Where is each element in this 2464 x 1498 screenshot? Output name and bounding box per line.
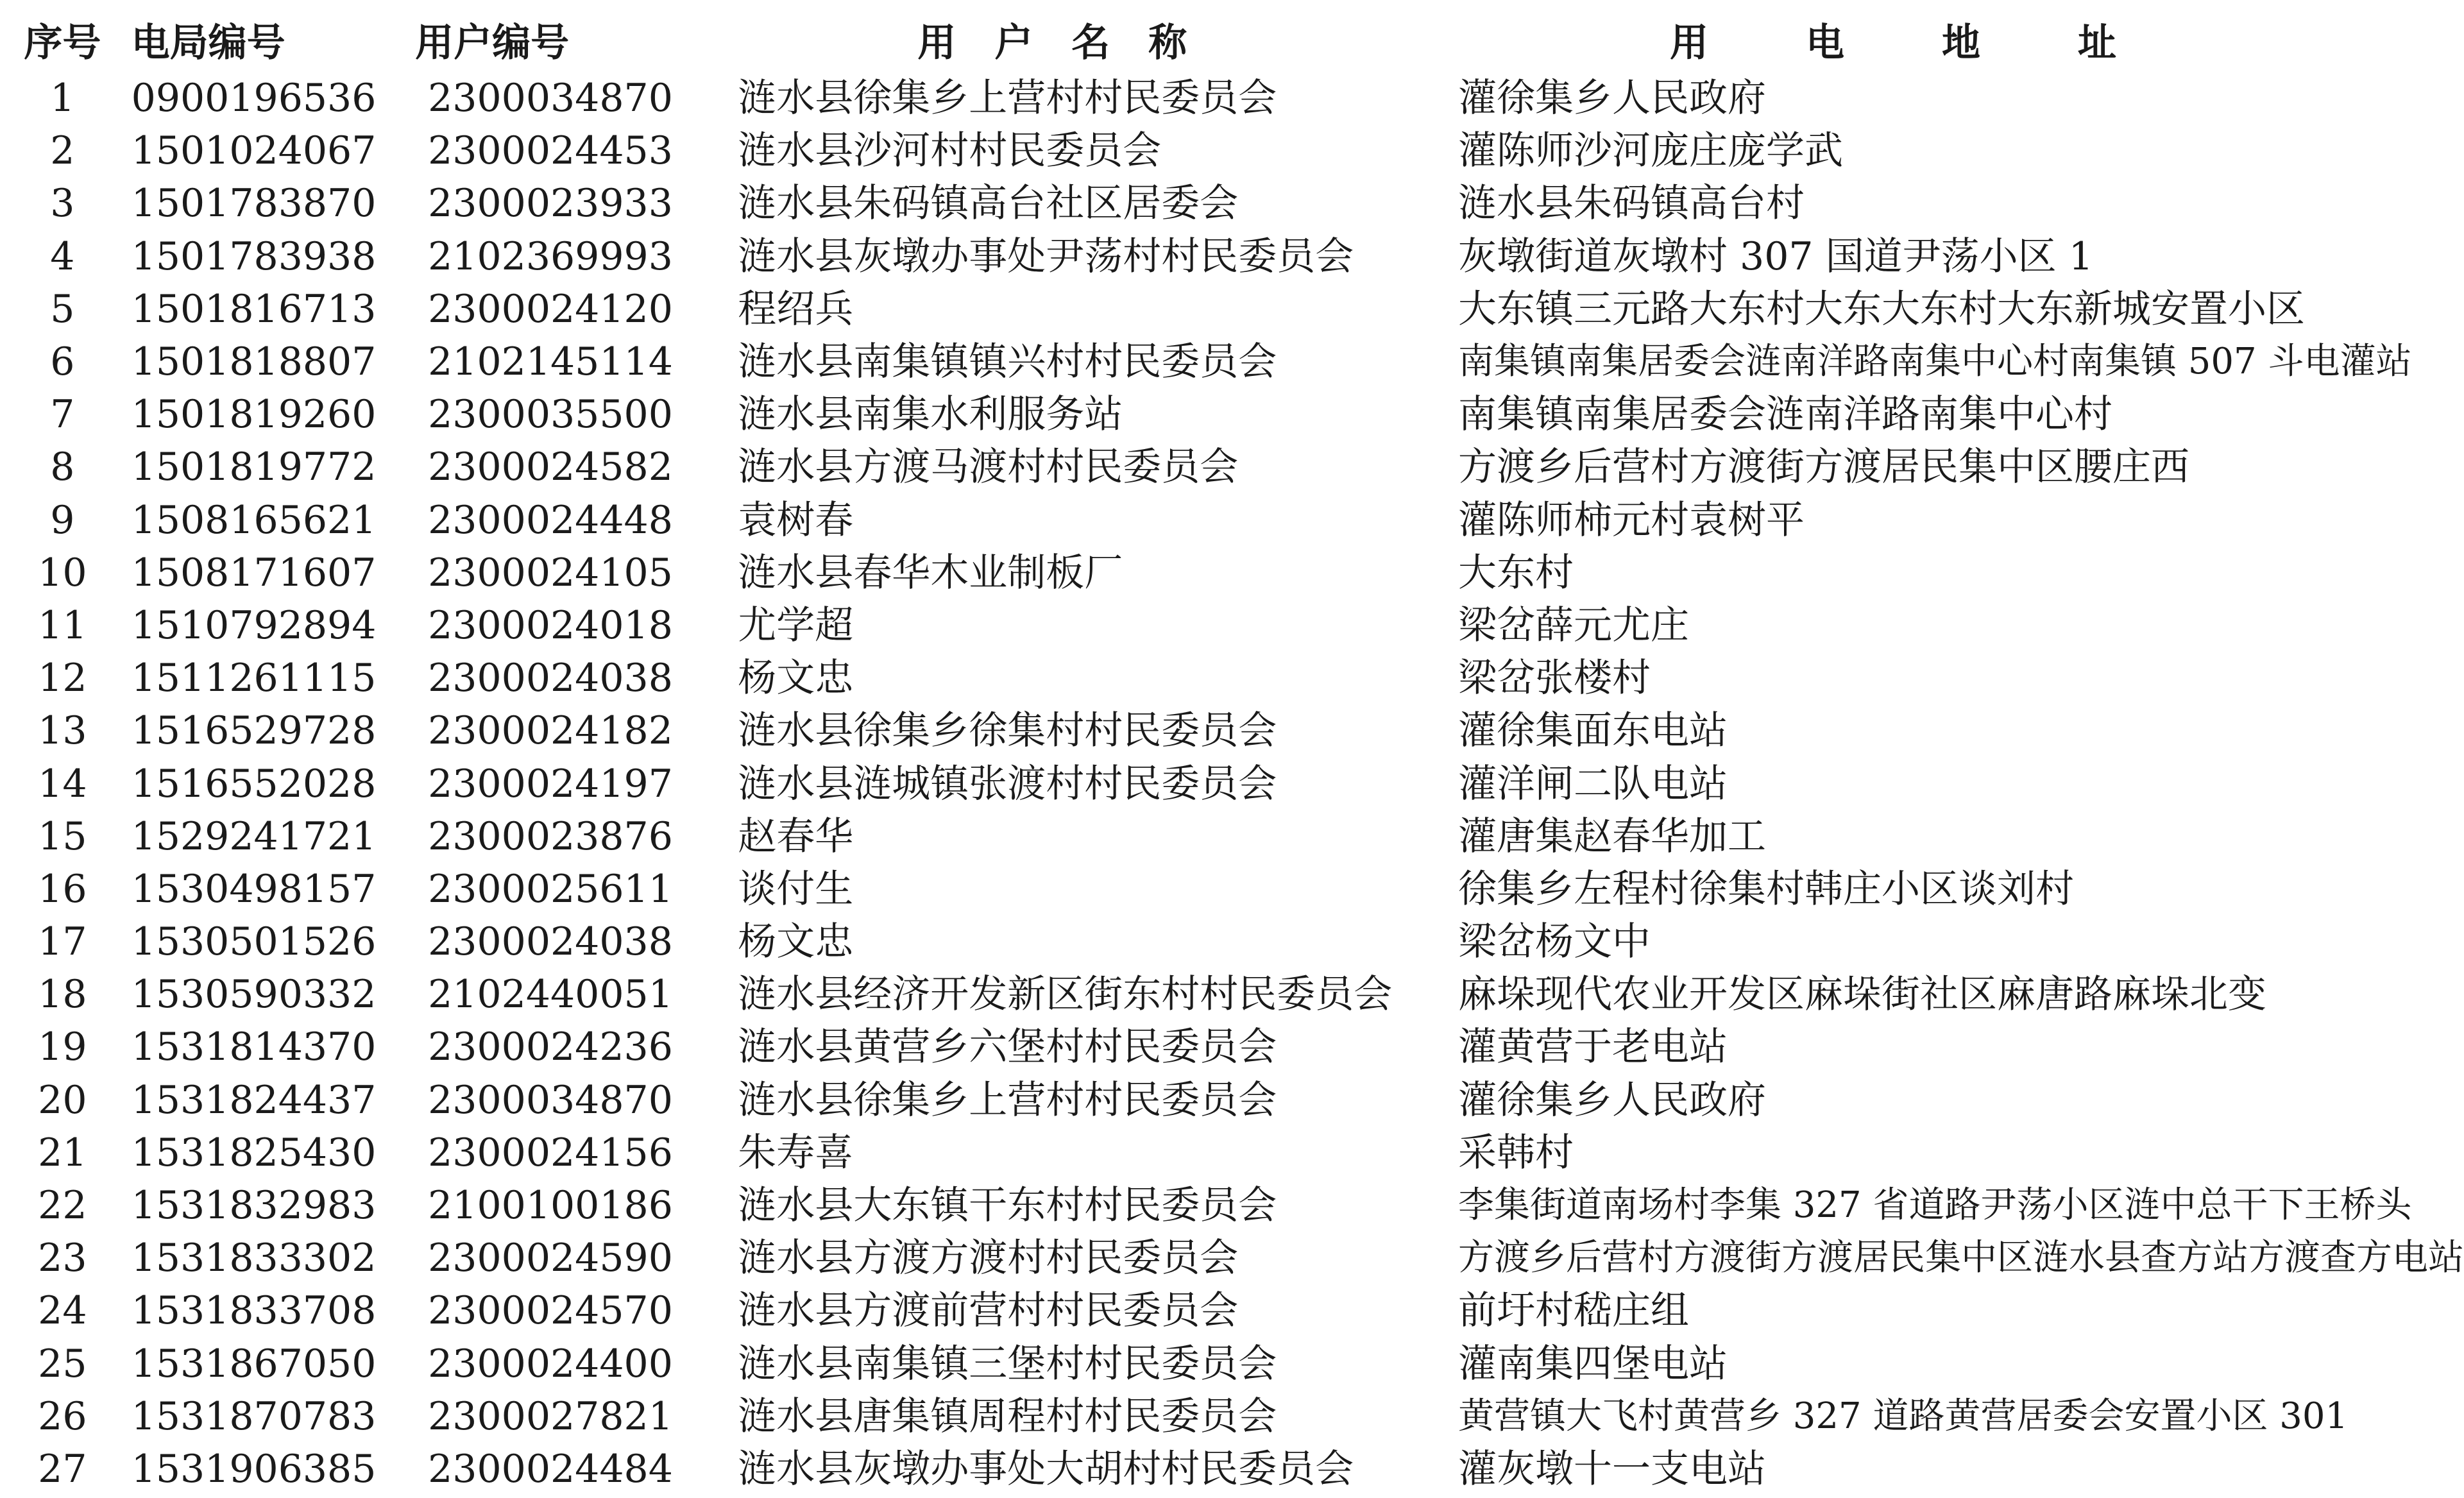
cell-seq: 27 xyxy=(38,1446,87,1492)
cell-user-no: 2300023876 xyxy=(428,813,673,859)
cell-user-name: 杨文忠 xyxy=(738,656,854,701)
cell-user-name: 涟水县沙河村村民委员会 xyxy=(738,128,1162,174)
table-row xyxy=(19,652,2464,704)
cell-seq: 26 xyxy=(38,1393,87,1439)
header-user-name-text: 用户名称 xyxy=(917,21,1226,65)
cell-user-no: 2300025611 xyxy=(428,866,673,912)
table-row xyxy=(19,1021,2464,1073)
table-body xyxy=(19,72,2464,1495)
cell-user-no: 2102145114 xyxy=(428,339,673,385)
cell-bureau-no: 1508171607 xyxy=(131,550,377,595)
cell-address: 南集镇南集居委会涟南洋路南集中心村 xyxy=(1457,392,2112,438)
cell-user-no: 2300023933 xyxy=(428,181,673,226)
cell-bureau-no: 1510792894 xyxy=(131,602,377,648)
cell-user-no: 2102369993 xyxy=(428,234,673,279)
cell-user-name: 涟水县南集镇三堡村村民委员会 xyxy=(738,1341,1277,1386)
cell-address: 梁岔张楼村 xyxy=(1457,656,1651,701)
cell-bureau-no: 1530498157 xyxy=(131,866,377,912)
cell-user-no: 2300024038 xyxy=(428,656,673,701)
cell-user-name: 涟水县唐集镇周程村村民委员会 xyxy=(738,1393,1277,1439)
cell-address: 灌黄营于老电站 xyxy=(1457,1025,1728,1070)
cell-address: 大东镇三元路大东村大东大东村大东新城安置小区 xyxy=(1457,286,2305,332)
cell-seq: 9 xyxy=(50,497,75,543)
cell-address: 灌灰墩十一支电站 xyxy=(1457,1446,1766,1492)
cell-address: 方渡乡后营村方渡街方渡居民集中区涟水县查方站方渡查方电站 xyxy=(1457,1237,2464,1279)
cell-seq: 12 xyxy=(38,656,87,701)
cell-bureau-no: 1531906385 xyxy=(131,1446,377,1492)
cell-bureau-no: 1501783870 xyxy=(131,181,377,226)
cell-address: 南集镇南集居委会涟南洋路南集中心村南集镇 507 斗电灌站 xyxy=(1457,341,2412,383)
cell-user-no: 2300035500 xyxy=(428,392,673,438)
table-row xyxy=(19,863,2464,915)
cell-user-name: 涟水县灰墩办事处大胡村村民委员会 xyxy=(738,1446,1354,1492)
cell-seq: 7 xyxy=(50,392,75,438)
cell-user-name: 涟水县徐集乡上营村村民委员会 xyxy=(738,76,1277,121)
cell-seq: 14 xyxy=(38,761,87,806)
cell-seq: 2 xyxy=(50,128,75,174)
table-row xyxy=(19,441,2464,493)
cell-user-name: 涟水县灰墩办事处尹荡村村民委员会 xyxy=(738,234,1354,279)
cell-user-no: 2300024448 xyxy=(428,497,673,543)
cell-address: 李集街道南场村李集 327 省道路尹荡小区涟中总干下王桥头 xyxy=(1457,1184,2412,1227)
cell-bureau-no: 1508165621 xyxy=(131,497,377,543)
table-row xyxy=(19,283,2464,336)
cell-user-no: 2100100186 xyxy=(428,1183,673,1229)
cell-user-no: 2300024197 xyxy=(428,761,673,806)
cell-user-name: 涟水县春华木业制板厂 xyxy=(738,550,1123,595)
cell-bureau-no: 1501816713 xyxy=(131,286,377,332)
cell-user-name: 尤学超 xyxy=(738,602,854,648)
cell-user-no: 2300024582 xyxy=(428,445,673,490)
cell-seq: 15 xyxy=(38,813,87,859)
cell-bureau-no: 1516529728 xyxy=(131,708,377,754)
cell-user-no: 2300034870 xyxy=(428,1077,673,1123)
cell-user-name: 涟水县南集镇镇兴村村民委员会 xyxy=(738,339,1277,385)
header-seq: 序号 xyxy=(24,21,101,65)
cell-user-name: 涟水县方渡马渡村村民委员会 xyxy=(738,445,1239,490)
cell-seq: 17 xyxy=(38,919,87,965)
cell-seq: 25 xyxy=(38,1341,87,1386)
cell-bureau-no: 1501819772 xyxy=(131,445,377,490)
table-row xyxy=(19,1127,2464,1179)
cell-address: 前圩村嵇庄组 xyxy=(1457,1288,1689,1334)
cell-seq: 1 xyxy=(50,76,75,121)
cell-user-no: 2300024570 xyxy=(428,1288,673,1334)
user-list-table xyxy=(19,14,2464,1495)
cell-seq: 3 xyxy=(50,181,75,226)
cell-user-no: 2300024038 xyxy=(428,919,673,965)
cell-seq: 20 xyxy=(38,1077,87,1123)
cell-address: 采韩村 xyxy=(1457,1130,1574,1175)
cell-user-no: 2300027821 xyxy=(428,1393,673,1439)
cell-address: 徐集乡左程村徐集村韩庄小区谈刘村 xyxy=(1457,866,2074,912)
cell-user-name: 涟水县徐集乡上营村村民委员会 xyxy=(738,1077,1277,1123)
cell-user-no: 2300024018 xyxy=(428,602,673,648)
table-row xyxy=(19,704,2464,757)
table-row xyxy=(19,1443,2464,1495)
cell-bureau-no: 1501024067 xyxy=(131,128,377,174)
cell-address: 大东村 xyxy=(1457,550,1574,595)
cell-bureau-no: 1516552028 xyxy=(131,761,377,806)
cell-user-no: 2300024236 xyxy=(428,1025,673,1070)
cell-address: 灌陈师柿元村袁树平 xyxy=(1457,497,1805,543)
table-row xyxy=(19,968,2464,1021)
cell-bureau-no: 1531833708 xyxy=(131,1288,377,1334)
cell-user-name: 涟水县大东镇干东村村民委员会 xyxy=(738,1183,1277,1229)
table-row xyxy=(19,388,2464,441)
table-row xyxy=(19,1179,2464,1232)
cell-user-name: 杨文忠 xyxy=(738,919,854,965)
cell-user-no: 2300024156 xyxy=(428,1130,673,1175)
cell-seq: 24 xyxy=(38,1288,87,1334)
table-row xyxy=(19,1074,2464,1127)
cell-seq: 21 xyxy=(38,1130,87,1175)
table-row xyxy=(19,915,2464,968)
cell-user-name: 赵春华 xyxy=(738,813,854,859)
cell-user-name: 涟水县经济开发新区街东村村民委员会 xyxy=(738,972,1393,1017)
cell-address: 灌徐集乡人民政府 xyxy=(1457,1077,1766,1123)
cell-user-no: 2300034870 xyxy=(428,76,673,121)
table-row xyxy=(19,757,2464,810)
cell-seq: 11 xyxy=(38,602,87,648)
table-row xyxy=(19,336,2464,388)
cell-address: 灰墩街道灰墩村 307 国道尹荡小区 1 xyxy=(1457,234,2093,279)
cell-bureau-no: 1531814370 xyxy=(131,1025,377,1070)
cell-seq: 4 xyxy=(50,234,75,279)
cell-address: 灌唐集赵春华加工 xyxy=(1457,813,1766,859)
cell-bureau-no: 1501818807 xyxy=(131,339,377,385)
table-header xyxy=(19,14,2464,72)
cell-bureau-no: 1530590332 xyxy=(131,972,377,1017)
cell-user-name: 朱寿喜 xyxy=(738,1130,854,1175)
table-row xyxy=(19,124,2464,177)
cell-user-no: 2102440051 xyxy=(428,972,673,1017)
table-row xyxy=(19,494,2464,547)
header-address xyxy=(1458,14,2464,72)
cell-user-name: 谈付生 xyxy=(738,866,854,912)
cell-seq: 22 xyxy=(38,1183,87,1229)
cell-address: 灌陈师沙河庞庄庞学武 xyxy=(1457,128,1843,174)
table-row xyxy=(19,1390,2464,1443)
cell-user-no: 2300024400 xyxy=(428,1341,673,1386)
cell-seq: 5 xyxy=(50,286,75,332)
cell-bureau-no: 1531870783 xyxy=(131,1393,377,1439)
cell-user-no: 2300024484 xyxy=(428,1446,673,1492)
header-address-text: 用电地址 xyxy=(1669,21,2214,65)
cell-bureau-no: 0900196536 xyxy=(131,76,377,121)
cell-user-name: 程绍兵 xyxy=(738,286,854,332)
cell-seq: 8 xyxy=(50,445,75,490)
cell-user-name: 涟水县涟城镇张渡村村民委员会 xyxy=(738,761,1277,806)
cell-user-no: 2300024453 xyxy=(428,128,673,174)
table-row xyxy=(19,547,2464,599)
cell-seq: 18 xyxy=(38,972,87,1017)
cell-user-name: 涟水县方渡前营村村民委员会 xyxy=(738,1288,1239,1334)
cell-bureau-no: 1531833302 xyxy=(131,1236,377,1281)
table-row xyxy=(19,1284,2464,1337)
cell-bureau-no: 1531832983 xyxy=(131,1183,377,1229)
cell-address: 梁岔薛元尤庄 xyxy=(1457,602,1689,648)
cell-user-no: 2300024182 xyxy=(428,708,673,754)
cell-bureau-no: 1530501526 xyxy=(131,919,377,965)
cell-address: 黄营镇大飞村黄营乡 327 道路黄营居委会安置小区 301 xyxy=(1457,1395,2349,1437)
cell-user-name: 涟水县徐集乡徐集村村民委员会 xyxy=(738,708,1277,754)
cell-address: 涟水县朱码镇高台村 xyxy=(1457,181,1805,226)
cell-bureau-no: 1531825430 xyxy=(131,1130,377,1175)
cell-address: 麻垛现代农业开发区麻垛街社区麻唐路麻垛北变 xyxy=(1457,972,2266,1017)
cell-user-name: 涟水县朱码镇高台社区居委会 xyxy=(738,181,1239,226)
cell-bureau-no: 1511261115 xyxy=(131,656,377,701)
cell-address: 灌徐集乡人民政府 xyxy=(1457,76,1766,121)
table-row xyxy=(19,599,2464,652)
cell-bureau-no: 1531867050 xyxy=(131,1341,377,1386)
cell-user-no: 2300024120 xyxy=(428,286,673,332)
cell-bureau-no: 1501819260 xyxy=(131,392,377,438)
table-row xyxy=(19,1232,2464,1284)
cell-seq: 23 xyxy=(38,1236,87,1281)
header-bureau-no: 电局编号 xyxy=(131,21,285,65)
cell-seq: 10 xyxy=(38,550,87,595)
cell-bureau-no: 1531824437 xyxy=(131,1077,377,1123)
cell-address: 方渡乡后营村方渡街方渡居民集中区腰庄西 xyxy=(1457,445,2189,490)
cell-address: 梁岔杨文中 xyxy=(1457,919,1651,965)
cell-seq: 19 xyxy=(38,1025,87,1070)
cell-user-name: 袁树春 xyxy=(738,497,854,543)
cell-user-name: 涟水县黄营乡六堡村村民委员会 xyxy=(738,1025,1277,1070)
cell-seq: 6 xyxy=(50,339,75,385)
header-user-no: 用户编号 xyxy=(415,21,570,65)
cell-user-name: 涟水县南集水利服务站 xyxy=(738,392,1123,438)
cell-bureau-no: 1529241721 xyxy=(131,813,377,859)
table-row xyxy=(19,1338,2464,1390)
cell-address: 灌徐集面东电站 xyxy=(1457,708,1728,754)
table-row xyxy=(19,230,2464,283)
cell-address: 灌洋闸二队电站 xyxy=(1457,761,1728,806)
cell-user-no: 2300024105 xyxy=(428,550,673,595)
cell-seq: 16 xyxy=(38,866,87,912)
table-row xyxy=(19,72,2464,124)
cell-seq: 13 xyxy=(38,708,87,754)
cell-user-name: 涟水县方渡方渡村村民委员会 xyxy=(738,1236,1239,1281)
header-user-name xyxy=(738,14,1458,72)
table-row xyxy=(19,177,2464,230)
header-row xyxy=(19,14,2464,72)
cell-user-no: 2300024590 xyxy=(428,1236,673,1281)
table-row xyxy=(19,810,2464,863)
cell-bureau-no: 1501783938 xyxy=(131,234,377,279)
cell-address: 灌南集四堡电站 xyxy=(1457,1341,1728,1386)
